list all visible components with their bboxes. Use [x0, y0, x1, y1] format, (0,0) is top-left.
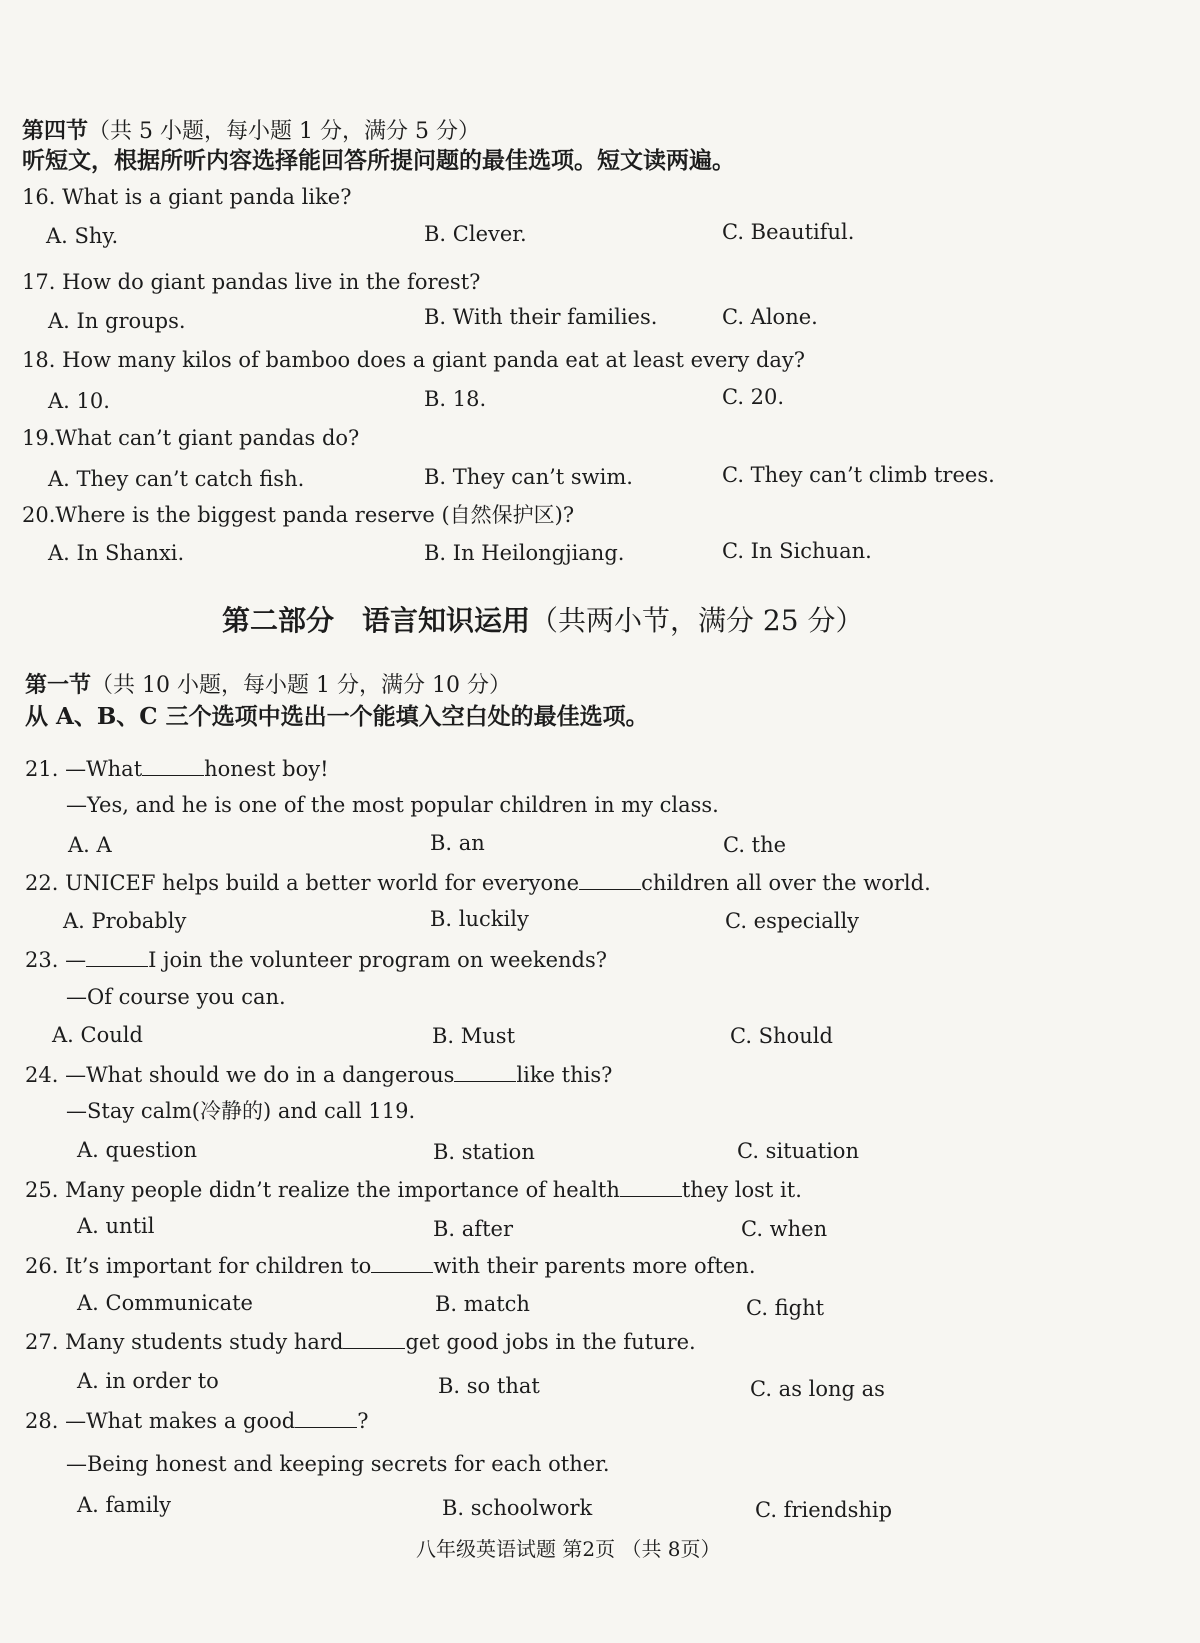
- q25-option-c: C. when: [741, 1217, 828, 1241]
- q26-option-a: A. Communicate: [77, 1291, 253, 1315]
- section-title: 第四节: [22, 118, 89, 144]
- answer-blank: [454, 1063, 516, 1082]
- question-24: [25, 1062, 612, 1088]
- q26-text-pre: 26. It’s important for children to: [25, 1254, 372, 1278]
- q20-option-c: C. In Sichuan.: [722, 539, 872, 563]
- q21-option-a: A. A: [68, 833, 112, 857]
- q24-reply: —Stay calm(冷静的) and call 119.: [66, 1099, 416, 1123]
- q26-option-b: B. match: [435, 1292, 530, 1316]
- q22-option-b: B. luckily: [430, 907, 529, 931]
- q27-option-a: A. in order to: [77, 1369, 219, 1393]
- q28-text-pre: 28. —What makes a good: [25, 1409, 296, 1433]
- q25-text-pre: 25. Many people didn’t realize the importance of health: [25, 1178, 620, 1202]
- q21-text-post: honest boy!: [204, 757, 329, 781]
- part-note: （共两小节，满分 25 分）: [530, 604, 864, 637]
- answer-blank: [142, 757, 204, 776]
- q16-option-a: A. Shy.: [46, 224, 119, 248]
- page-footer: 八年级英语试题 第2页 （共 8页）: [416, 1537, 721, 1561]
- answer-blank: [295, 1409, 357, 1428]
- q24-option-c: C. situation: [737, 1139, 859, 1163]
- q23-text-pre: 23. —: [25, 948, 87, 972]
- q28-option-b: B. schoolwork: [442, 1496, 593, 1520]
- q22-option-a: A. Probably: [63, 909, 187, 933]
- q22-option-c: C. especially: [725, 909, 860, 933]
- question-28: [25, 1408, 369, 1434]
- q23-text-post: I join the volunteer program on weekends?: [148, 948, 608, 972]
- question-22: [25, 870, 931, 896]
- section-note: （共 5 小题，每小题 1 分，满分 5 分）: [88, 119, 480, 144]
- q19-option-a: A. They can’t catch fish.: [48, 467, 305, 491]
- q21-option-c: C. the: [723, 833, 787, 857]
- q23-reply: —Of course you can.: [66, 985, 286, 1009]
- section1-header: [25, 672, 511, 699]
- q28-option-a: A. family: [77, 1493, 172, 1517]
- answer-blank: [343, 1330, 405, 1349]
- question-21: [25, 756, 329, 782]
- q28-option-c: C. friendship: [755, 1498, 893, 1522]
- part-title: 第二部分 语言知识运用: [222, 604, 531, 637]
- question-25: [25, 1177, 802, 1203]
- q20-option-a: A. In Shanxi.: [48, 541, 185, 565]
- question-18: 18. How many kilos of bamboo does a giant panda eat at least every day?: [22, 348, 806, 372]
- q24-text-pre: 24. —What should we do in a dangerous: [25, 1063, 455, 1087]
- q22-text-pre: 22. UNICEF helps build a better world for everyone: [25, 871, 580, 895]
- q27-text-post: get good jobs in the future.: [405, 1330, 696, 1354]
- section1-instruction: 从 A、B、C 三个选项中选出一个能填入空白处的最佳选项。: [25, 703, 649, 730]
- q25-text-post: they lost it.: [681, 1178, 802, 1202]
- question-19: 19.What can’t giant pandas do?: [22, 426, 360, 450]
- q23-option-a: A. Could: [52, 1023, 143, 1047]
- q23-option-b: B. Must: [432, 1024, 516, 1048]
- question-26: [25, 1253, 756, 1279]
- q17-option-b: B. With their families.: [424, 305, 658, 329]
- answer-blank: [371, 1254, 433, 1273]
- q17-option-a: A. In groups.: [48, 309, 186, 333]
- q24-option-a: A. question: [77, 1138, 198, 1162]
- q16-option-c: C. Beautiful.: [722, 220, 855, 244]
- question-17: 17. How do giant pandas live in the forest?: [22, 270, 481, 294]
- q21-option-b: B. an: [430, 831, 485, 855]
- answer-blank: [86, 948, 148, 967]
- q17-option-c: C. Alone.: [722, 305, 818, 329]
- part-heading: [222, 604, 863, 638]
- q16-option-b: B. Clever.: [424, 222, 527, 246]
- q27-text-pre: 27. Many students study hard: [25, 1330, 344, 1354]
- q26-option-c: C. fight: [746, 1296, 825, 1320]
- section1-note: （共 10 小题，每小题 1 分，满分 10 分）: [91, 673, 511, 698]
- q18-option-c: C. 20.: [722, 385, 785, 409]
- q25-option-b: B. after: [433, 1217, 513, 1241]
- q18-option-a: A. 10.: [48, 389, 110, 413]
- q25-option-a: A. until: [77, 1214, 155, 1238]
- section-instruction: 听短文，根据所听内容选择能回答所提问题的最佳选项。短文读两遍。: [22, 147, 735, 174]
- answer-blank: [579, 871, 641, 890]
- q21-reply: —Yes, and he is one of the most popular children in my class.: [66, 793, 719, 817]
- q27-option-c: C. as long as: [750, 1377, 885, 1401]
- q27-option-b: B. so that: [438, 1374, 540, 1398]
- q26-text-post: with their parents more often.: [433, 1254, 756, 1278]
- question-20: 20.Where is the biggest panda reserve (自然保护区)?: [22, 503, 575, 527]
- q28-reply: —Being honest and keeping secrets for each other.: [66, 1452, 610, 1476]
- q23-option-c: C. Should: [730, 1024, 833, 1048]
- q21-text-pre: 21. —What: [25, 757, 143, 781]
- q19-option-c: C. They can’t climb trees.: [722, 463, 995, 487]
- q18-option-b: B. 18.: [424, 387, 487, 411]
- section1-title: 第一节: [25, 672, 92, 698]
- q28-text-post: ?: [357, 1409, 369, 1433]
- q24-text-post: like this?: [516, 1063, 613, 1087]
- question-23: [25, 947, 607, 973]
- q19-option-b: B. They can’t swim.: [424, 465, 633, 489]
- q24-option-b: B. station: [433, 1140, 535, 1164]
- section-header: [22, 118, 480, 145]
- q22-text-post: children all over the world.: [641, 871, 931, 895]
- q20-option-b: B. In Heilongjiang.: [424, 541, 625, 565]
- question-27: [25, 1329, 696, 1355]
- question-16: 16. What is a giant panda like?: [22, 185, 352, 209]
- answer-blank: [620, 1178, 682, 1197]
